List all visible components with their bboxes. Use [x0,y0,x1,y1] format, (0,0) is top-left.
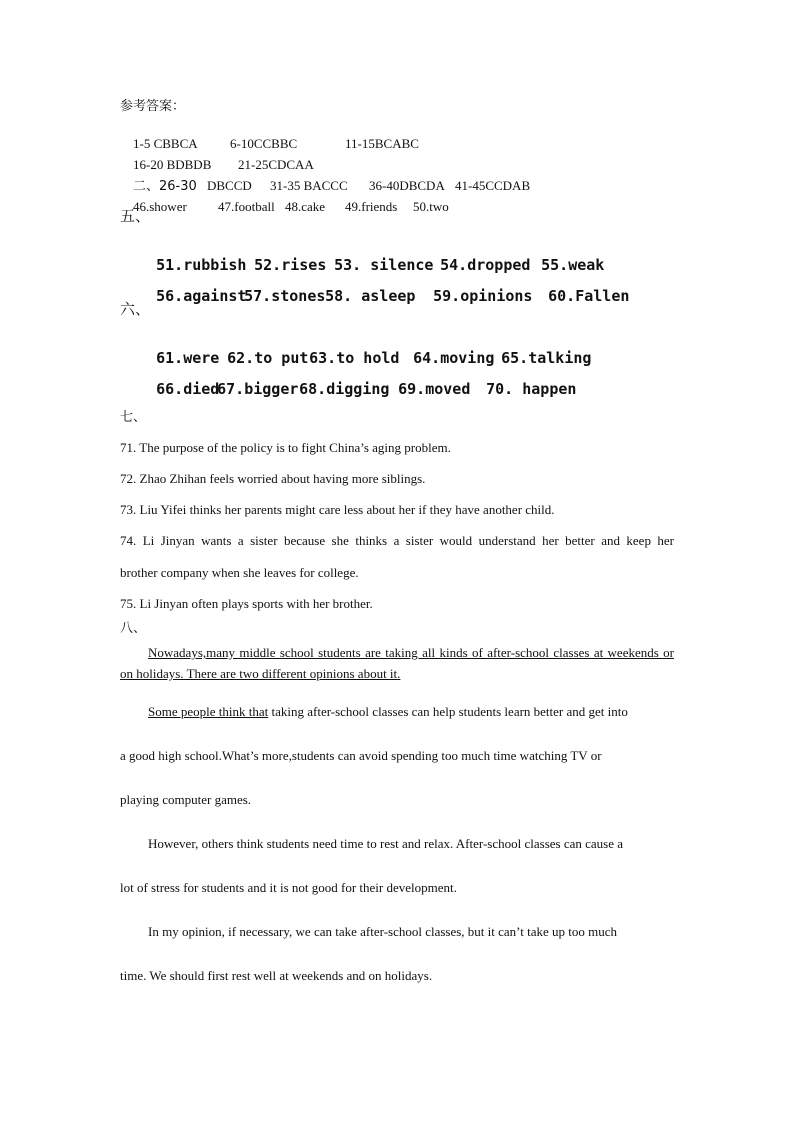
answer-item: 70. happen [486,380,577,398]
essay-paragraph-3-line-1: However, others think students need time to rest and relax. After-school classes can cause a [148,836,624,851]
essay-paragraph-2-line-3: playing computer games. [120,792,252,807]
section-six-heading: 六、 [120,300,151,318]
answer-key-title: 参考答案： [120,99,186,114]
answer-item: 55.weak [541,256,605,274]
answer-item: 65.talking [501,349,592,367]
answer-item: 21-25CDCAA [238,157,314,172]
section-two-label: 二、26-30 [133,179,197,194]
answer-item: 11-15BCABC [345,136,419,151]
answer-item: 47.football [218,199,275,214]
section-eight-heading: 八、 [120,621,147,636]
answer-item: 62.to put [227,349,309,367]
sentence-answer-73: 73. Liu Yifei thinks her parents might care less about her if they have another child. [120,502,555,517]
answer-item: 51.rubbish [156,256,247,274]
answer-item: 56.against [156,287,247,305]
answer-item: 50.two [413,199,449,214]
underlined-phrase: Some people think that [148,704,269,719]
answer-item: 69.moved [398,380,471,398]
answer-item: 68.digging [299,380,390,398]
answer-item: 41-45CCDAB [455,178,531,193]
essay-text: taking after-school classes can help students learn better and get into [268,704,628,719]
sentence-answer-72: 72. Zhao Zhihan feels worried about having more siblings. [120,471,426,486]
answer-item: 59.opinions [433,287,533,305]
answer-item: 57.stones [244,287,326,305]
answer-item: 53. silence [334,256,434,274]
section-five-row-2 [120,269,629,323]
answer-item: 60.Fallen [548,287,630,305]
answer-item: 6-10CCBBC [230,136,298,151]
answer-item: 1-5 CBBCA [133,136,198,151]
essay-paragraph-4-line-2: time. We should first rest well at weekends and on holidays. [120,968,433,983]
answer-item: 16-20 BDBDB [133,157,212,172]
fill-in-row [120,183,449,231]
sentence-answer-74: 74. Li Jinyan wants a sister because she thinks a sister would understand her better and keep her [120,533,674,548]
answer-item: 48.cake [285,199,326,214]
answer-item: 61.were [156,349,220,367]
answer-item: 31-35 BACCC [270,178,348,193]
answer-item: 46.shower [133,199,187,214]
answer-item: 63.to hold [309,349,400,367]
sentence-answer-74-continued: brother company when she leaves for college. [120,565,359,580]
answer-item: DBCCD [207,178,252,193]
answer-item: 49.friends [345,199,398,214]
section-six-row-2 [120,362,576,416]
answer-item: 66.died [156,380,220,398]
answer-item: 36-40DBCDA [369,178,445,193]
sentence-answer-75: 75. Li Jinyan often plays sports with her brother. [120,596,373,611]
answer-item: 67.bigger [217,380,299,398]
section-seven-heading: 七、 [120,410,147,425]
essay-paragraph-2-line-1 [148,704,628,720]
answer-item: 54.dropped [440,256,531,274]
answer-item: 52.rises [254,256,327,274]
section-five-heading: 五、 [120,207,151,225]
answer-item: 58. asleep [325,287,416,305]
essay-paragraph-4-line-1: In my opinion, if necessary, we can take after-school classes, but it can’t take up too much [148,924,618,939]
sentence-answer-71: 71. The purpose of the policy is to fight China’s aging problem. [120,440,451,455]
answer-item: 64.moving [413,349,495,367]
essay-paragraph-2-line-2: a good high school.What’s more,students can avoid spending too much time watching TV or [120,748,602,763]
essay-intro-paragraph: Nowadays,many middle school students are taking all kinds of after-school classes at weekends or on holidays. There are two different opinions about it. [120,645,674,681]
essay-paragraph-3-line-2: lot of stress for students and it is not good for their development. [120,880,457,895]
